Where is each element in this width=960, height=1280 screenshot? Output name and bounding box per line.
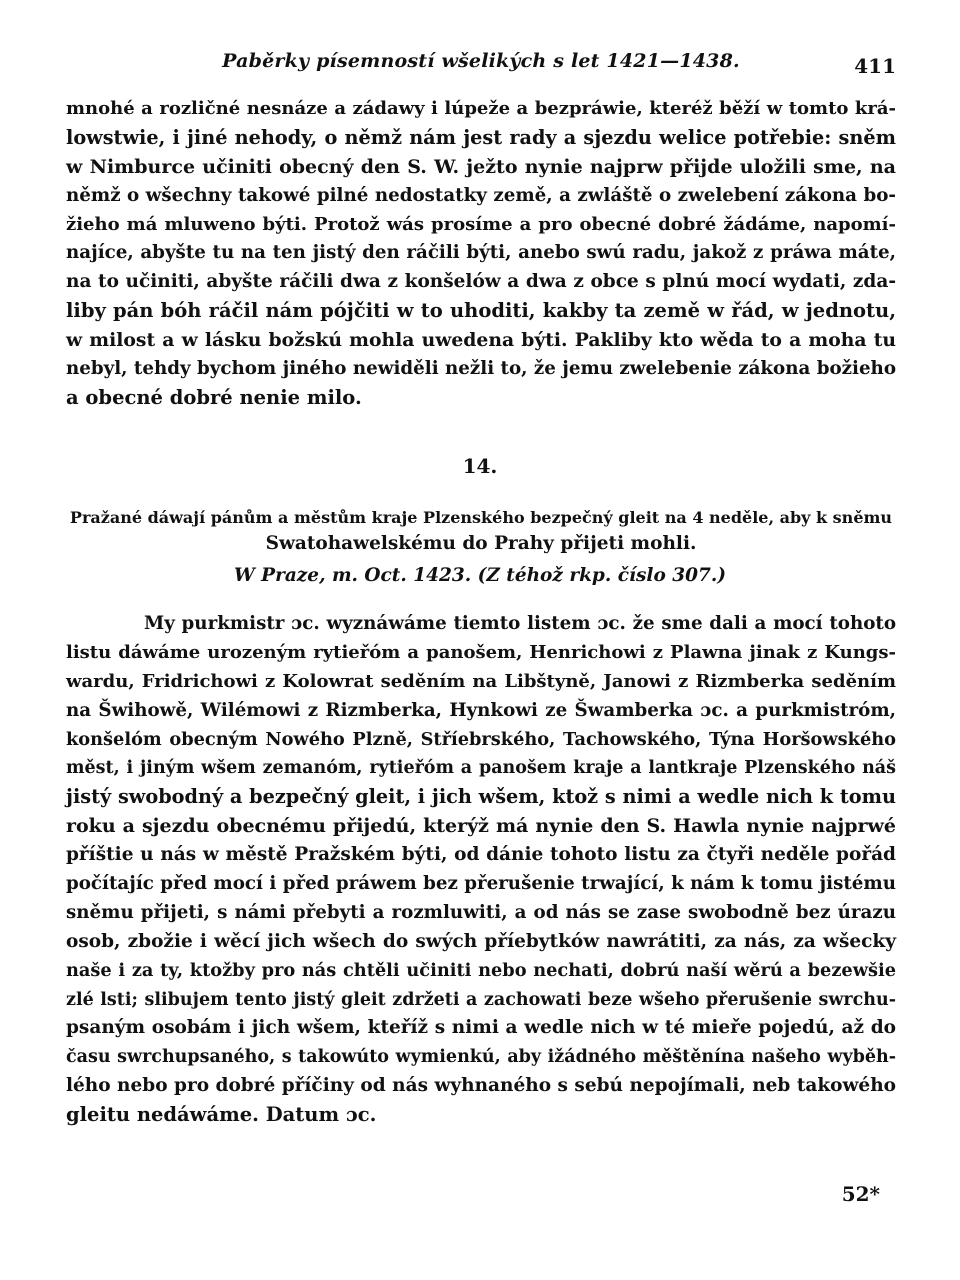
text-line: najíce, abyšte tu na ten jistý den ráčili býti, anebo swú radu, jakož z práwa máte, bbox=[66, 242, 896, 264]
intro-paragraph bbox=[66, 95, 896, 413]
text-line: sněmu přijeti, s námi přebyti a rozmluwiti, a od nás se zase swobodně bez úrazu bbox=[66, 901, 896, 923]
running-head bbox=[66, 50, 896, 86]
text-line: gleitu nedáwáme. Datum ɔc. bbox=[66, 1103, 377, 1127]
text-line: němž o wšechny takowé pilné nedostatky země, a zwláště o zwelebení zákona bo- bbox=[66, 184, 896, 206]
text-line: lého nebo pro dobré příčiny od nás wyhnaného s sebú nepojímali, neb takowého bbox=[66, 1075, 896, 1097]
document-summary bbox=[66, 505, 896, 557]
text-line: lowstwie, i jiné nehody, o němž nám jest rady a sjezdu welice potřebie: sněm bbox=[66, 125, 896, 149]
text-line: na to učiniti, abyšte ráčili dwa z konšelów a dwa z obce s plnú mocí wydati, zda- bbox=[66, 271, 896, 293]
summary-line: Swatohawelskému do Prahy přijeti mohli. bbox=[265, 533, 697, 554]
text-line: zlé lsti; slibujem tento jistý gleit zdržeti a zachowati beze wšeho přerušenie swrchu- bbox=[66, 989, 896, 1010]
text-line: wardu, Fridrichowi z Kolowrat seděním na Libštyně, Janowi z Rizmberka seděním bbox=[66, 670, 896, 692]
text-line: osob, zbožie i wěcí jich wšech do swých příebytków nawrátiti, za nás, za wšecky bbox=[66, 930, 896, 952]
text-line: počítajíc před mocí i před práwem bez přerušenie trwající, k nám k tomu jistému bbox=[66, 873, 896, 895]
document-body bbox=[66, 610, 896, 1130]
text-line: příštie u nás w městě Pražském býti, od dánie tohoto listu za čtyři neděle pořád bbox=[66, 844, 896, 866]
text-line: w milost a w lásku božskú mohla uwedena býti. Pakliby kto wěda to a moha tu bbox=[66, 329, 896, 352]
text-line: w Nimburce učiniti obecný den S. W. ježto nynie najprw přijde uložili sme, na bbox=[66, 155, 896, 178]
text-line: listu dáwáme urozeným rytieřóm a panošem, Henrichowi z Plawna jinak z Kungs- bbox=[66, 641, 896, 663]
source-note: W Praze, m. Oct. 1423. (Z téhož rkp. číslo 307.) bbox=[233, 565, 727, 586]
page-number: 411 bbox=[854, 54, 896, 78]
text-line: nebyl, tehdy bychom jiného newiděli nežli to, že jemu zwelebenie zákona božieho bbox=[66, 358, 896, 380]
document-number: 14. bbox=[462, 454, 498, 478]
text-line: času swrchupsaného, s takowúto wymienkú, aby ižádného měštěnína našeho wyběh- bbox=[66, 1047, 896, 1068]
signature-mark: 52* bbox=[841, 1182, 880, 1206]
text-line: My purkmistr ɔc. wyznáwáme tiemto listem ɔc. že sme dali a mocí tohoto bbox=[144, 613, 896, 634]
text-line: konšelóm obecným Nowého Plzně, Stříebrského, Tachowského, Týna Horšowského bbox=[66, 728, 896, 750]
text-line: mnohé a rozličné nesnáze a zádawy i lúpeže a bezpráwie, kteréž běží w tomto krá- bbox=[66, 98, 896, 119]
text-line: a obecné dobré nenie milo. bbox=[66, 385, 362, 409]
text-line: psaným osobám i jich wšem, kteříž s nimi a wedle nich w té mieře pojedú, až do bbox=[66, 1017, 896, 1039]
text-line: roku a sjezdu obecnému přijedú, kterýž má nynie den S. Hawla nynie najprwé bbox=[66, 815, 896, 838]
text-line: měst, i jiným wšem zemanóm, rytieřóm a panošem kraje a lantkraje Plzenského náš bbox=[66, 758, 896, 779]
text-line: žieho má mluweno býti. Protož wás prosíme a pro obecné dobré žádáme, napomí- bbox=[66, 213, 896, 235]
text-line: jistý swobodný a bezpečný gleit, i jich wšem, ktož s nimi a wedle nich k tomu bbox=[66, 785, 896, 809]
text-line: liby pán bóh ráčil nám pójčiti w to uhoditi, kakby ta země w řád, w jednotu, bbox=[66, 299, 896, 323]
summary-line: Pražané dáwají pánům a městům kraje Plzenského bezpečný gleit na 4 neděle, aby k sněmu bbox=[69, 508, 893, 527]
running-title: Paběrky písemností wšelikých s let 1421—1438. bbox=[222, 50, 740, 72]
text-line: na Šwihowě, Wilémowi z Rizmberka, Hynkowi ze Šwamberka ɔc. a purkmistróm, bbox=[66, 699, 896, 721]
text-line: naše i za ty, ktožby pro nás chtěli učiniti nebo nechati, dobrú naší wěrú a bezewšie bbox=[66, 959, 896, 981]
